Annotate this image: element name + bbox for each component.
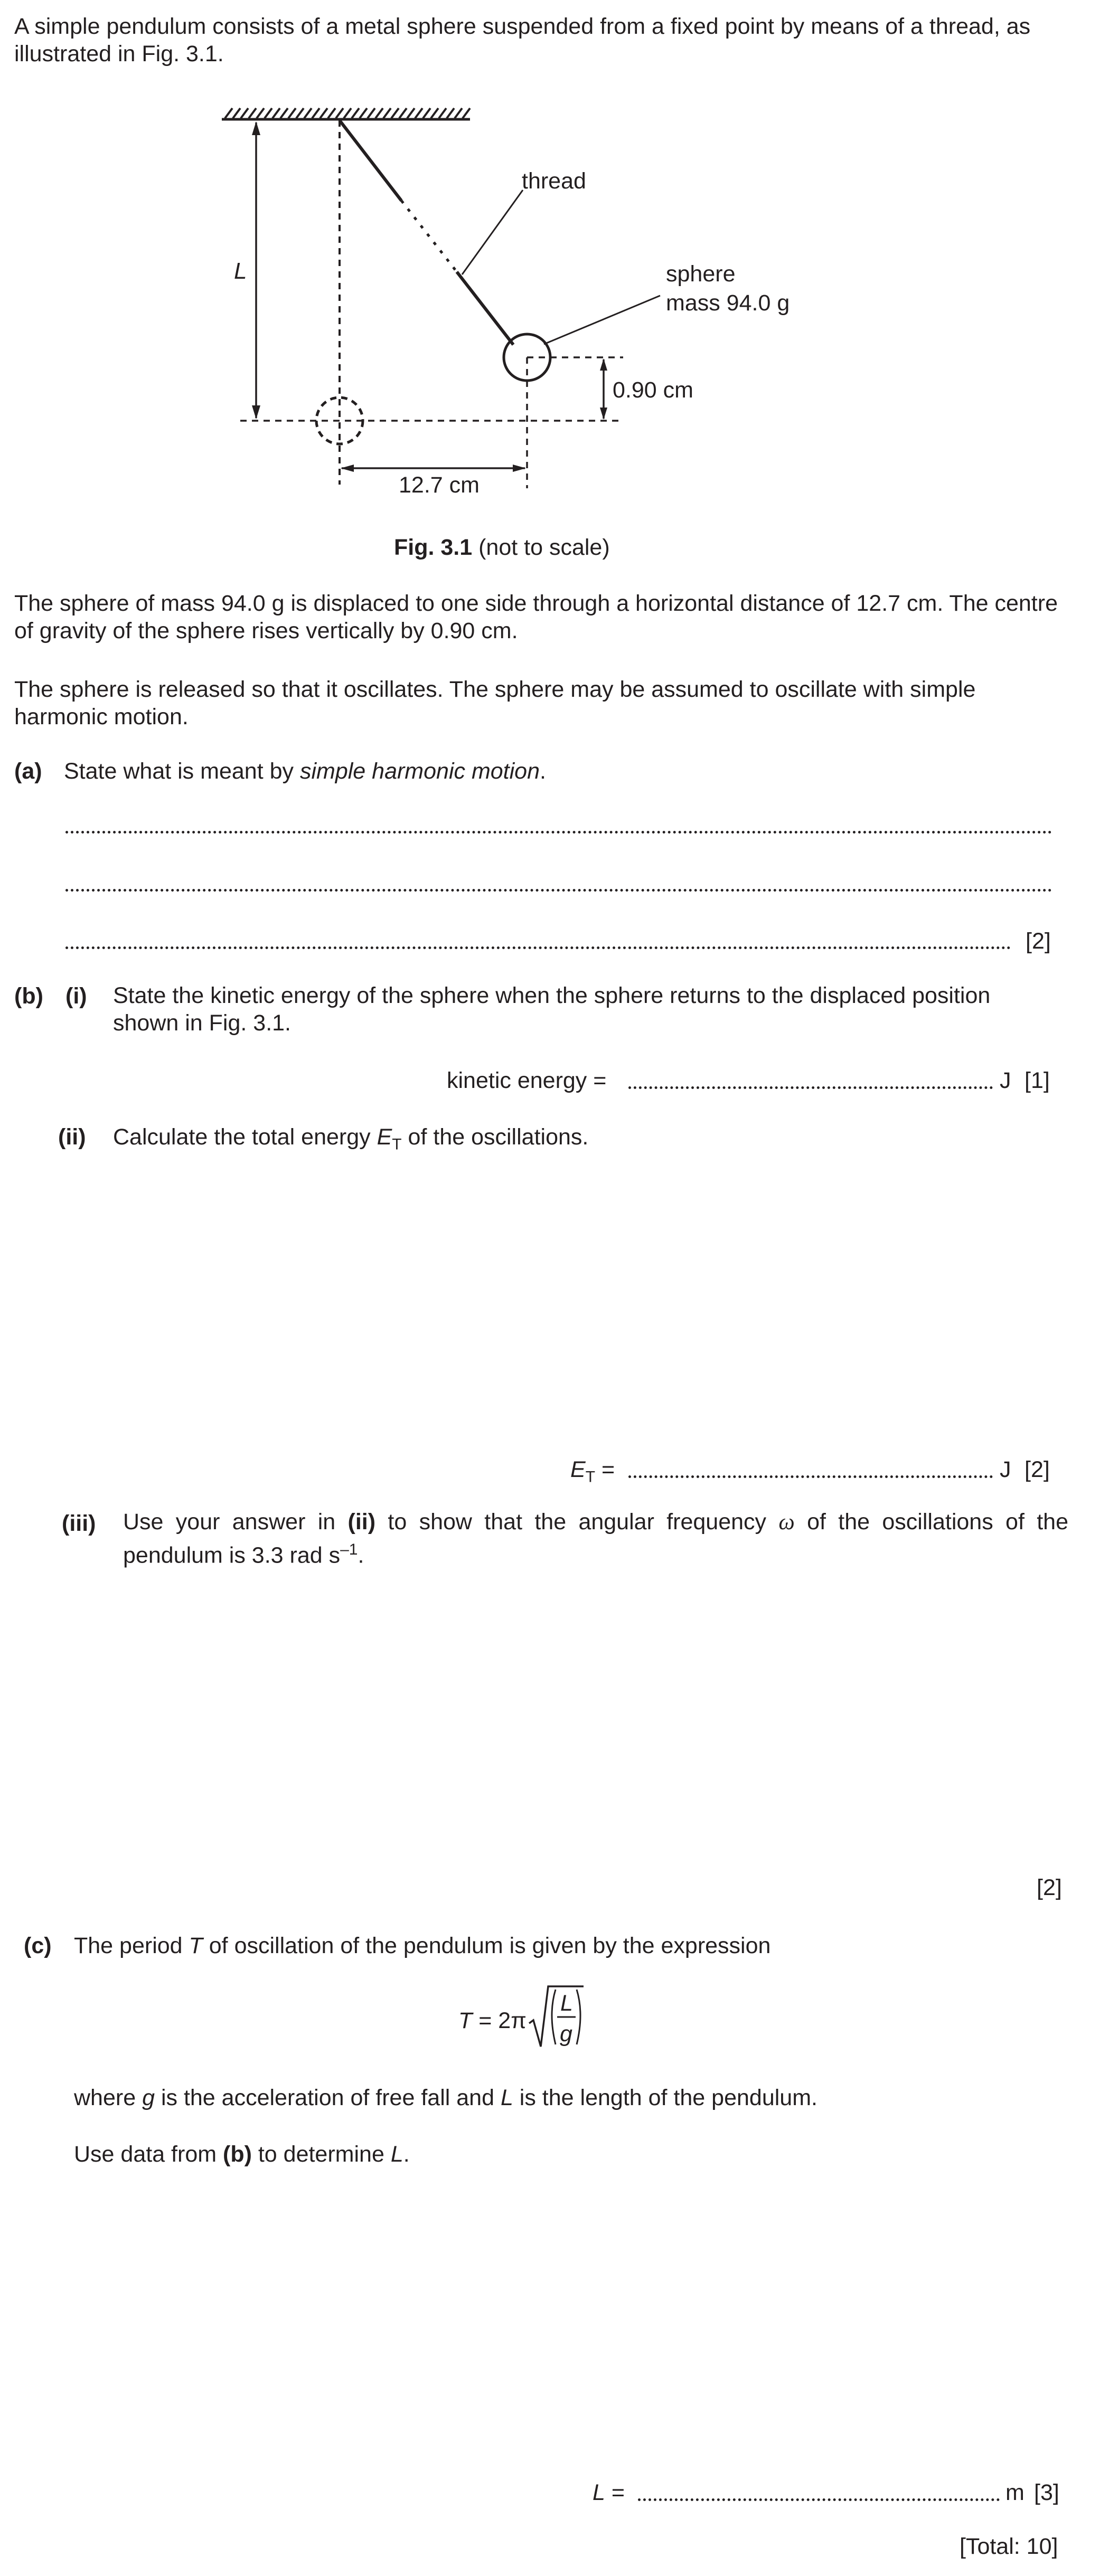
figure-caption — [394, 535, 610, 561]
part-b-iii-text-3: to show that the angular frequency — [375, 1509, 779, 1535]
where-1: where — [74, 2085, 143, 2110]
part-c-label: (c) — [24, 1933, 52, 1958]
part-b-ii-text-end: of the oscillations. — [401, 1124, 589, 1150]
part-b-ii-subscript: T — [392, 1135, 402, 1153]
part-b-i-marks: [1] — [1025, 1068, 1050, 1093]
label-horizontal: 12.7 cm — [399, 472, 480, 498]
part-b-ii-text: Calculate the total energy — [113, 1124, 377, 1150]
where-3: is the length of the pendulum. — [513, 2085, 817, 2110]
thread-leader-line — [462, 190, 523, 274]
part-c-where-text — [74, 2085, 817, 2111]
formula-numerator: L — [560, 1991, 573, 2016]
part-a-marks: [2] — [1026, 929, 1051, 954]
part-b-iii-ref: (ii) — [347, 1509, 376, 1535]
context-paragraph-1: The sphere of mass 94.0 g is displaced to one side through a horizontal distance of 12.7 cm. The centre of gravity of the sphere rises vertically by 0.90 cm. — [14, 591, 1058, 643]
context-paragraph-2: The sphere is released so that it oscillates. The sphere may be assumed to oscillate with simple harmonic motion. — [14, 677, 976, 730]
part-b-ii-label: (ii) — [58, 1124, 86, 1150]
use-3: . — [403, 2142, 410, 2167]
total-energy-symbol: E — [570, 1457, 586, 1482]
total-marks: [Total: 10] — [960, 2534, 1058, 2559]
formula-denominator: g — [560, 2021, 572, 2047]
part-b-iii-marks: [2] — [1037, 1875, 1062, 1900]
label-L: L — [234, 258, 247, 284]
part-a-term: simple harmonic motion — [299, 759, 540, 784]
kinetic-energy-unit: J — [1000, 1068, 1011, 1093]
intro-text: A simple pendulum consists of a metal sphere suspended from a fixed point by means of a thread, as illustrated in Fig. 3.1. — [14, 14, 1031, 67]
use-ref-b: (b) — [223, 2142, 252, 2167]
part-b-ii-question — [113, 1124, 588, 1154]
total-energy-subscript: T — [585, 1468, 596, 1486]
part-c-marks: [3] — [1034, 2480, 1059, 2505]
thread-lower — [457, 272, 513, 345]
ceiling-hatching — [225, 108, 470, 118]
length-unit: m — [1005, 2480, 1025, 2505]
where-2: is the acceleration of free fall and — [155, 2085, 501, 2110]
caption-note: (not to scale) — [472, 535, 610, 560]
part-b-i-label: (i) — [65, 983, 87, 1009]
use-1: Use data from — [74, 2142, 223, 2167]
part-c-text-end: of oscillation of the pendulum is given by the expression — [202, 1933, 771, 1958]
label-thread: thread — [522, 168, 586, 194]
rise-arrow-bottom — [600, 408, 607, 420]
kinetic-energy-answer-field[interactable] — [628, 1086, 993, 1089]
part-b-i-question: State the kinetic energy of the sphere when the sphere returns to the displaced position shown in Fig. 3.1. — [113, 983, 991, 1036]
use-L: L — [390, 2142, 403, 2167]
part-b-iii-text-1: Use your answer in — [123, 1509, 348, 1535]
pendulum-diagram — [0, 0, 1109, 528]
answer-line-a-2[interactable] — [65, 889, 1052, 892]
part-a-period: . — [540, 759, 546, 784]
sphere-leader-line — [544, 296, 660, 344]
thread-upper — [340, 120, 401, 201]
caption-figure-number: Fig. 3.1 — [394, 535, 473, 560]
part-c-text: The period — [74, 1933, 189, 1958]
part-c-question — [74, 1933, 770, 1959]
total-energy-equals: = — [595, 1457, 615, 1482]
kinetic-energy-label: kinetic energy = — [447, 1068, 607, 1093]
where-g: g — [142, 2085, 155, 2110]
answer-line-a-1[interactable] — [65, 831, 1052, 834]
part-b-iii-superscript: –1 — [340, 1541, 358, 1558]
label-mass: mass 94.0 g — [666, 290, 790, 316]
square-root-sign — [528, 1982, 586, 2051]
where-L: L — [500, 2085, 513, 2110]
part-b-ii-marks: [2] — [1025, 1457, 1050, 1482]
total-energy-label — [570, 1457, 615, 1486]
part-b-iii-text-4: of the oscillations of the pendulum is 3.3 rad s — [123, 1509, 1068, 1568]
part-c-symbol-T: T — [189, 1933, 203, 1958]
length-equals: = — [605, 2480, 625, 2505]
total-energy-answer-field[interactable] — [628, 1475, 993, 1478]
formula-equals: = 2π — [472, 2008, 527, 2033]
part-a-text: State what is meant by — [64, 759, 300, 784]
part-b-ii-symbol: E — [377, 1124, 392, 1150]
formula-T: T — [458, 2008, 473, 2033]
horizontal-arrow-left — [341, 465, 354, 472]
part-b-iii-label: (iii) — [62, 1511, 96, 1536]
label-sphere: sphere — [666, 261, 736, 287]
rise-arrow-top — [600, 358, 607, 371]
part-b-label: (b) — [14, 983, 43, 1009]
use-2: to determine — [251, 2142, 391, 2167]
part-a-question — [64, 759, 546, 784]
omega-symbol: ω — [778, 1510, 795, 1535]
answer-line-a-3[interactable] — [65, 946, 1011, 949]
horizontal-arrow-right — [513, 465, 526, 472]
part-b-iii-question — [123, 1508, 1068, 1569]
thread-dashed — [401, 201, 457, 272]
period-formula-lhs — [458, 2008, 527, 2034]
part-c-instruction — [74, 2142, 410, 2167]
part-b-iii-text-5: . — [358, 1542, 364, 1568]
total-energy-unit: J — [1000, 1457, 1011, 1482]
length-symbol: L — [593, 2480, 605, 2505]
label-rise: 0.90 cm — [613, 377, 693, 403]
length-arrow-bottom — [252, 405, 260, 419]
length-answer-label — [593, 2480, 625, 2506]
part-a-label: (a) — [14, 759, 42, 784]
length-answer-field[interactable] — [638, 2498, 1000, 2501]
length-arrow-top — [252, 121, 260, 135]
